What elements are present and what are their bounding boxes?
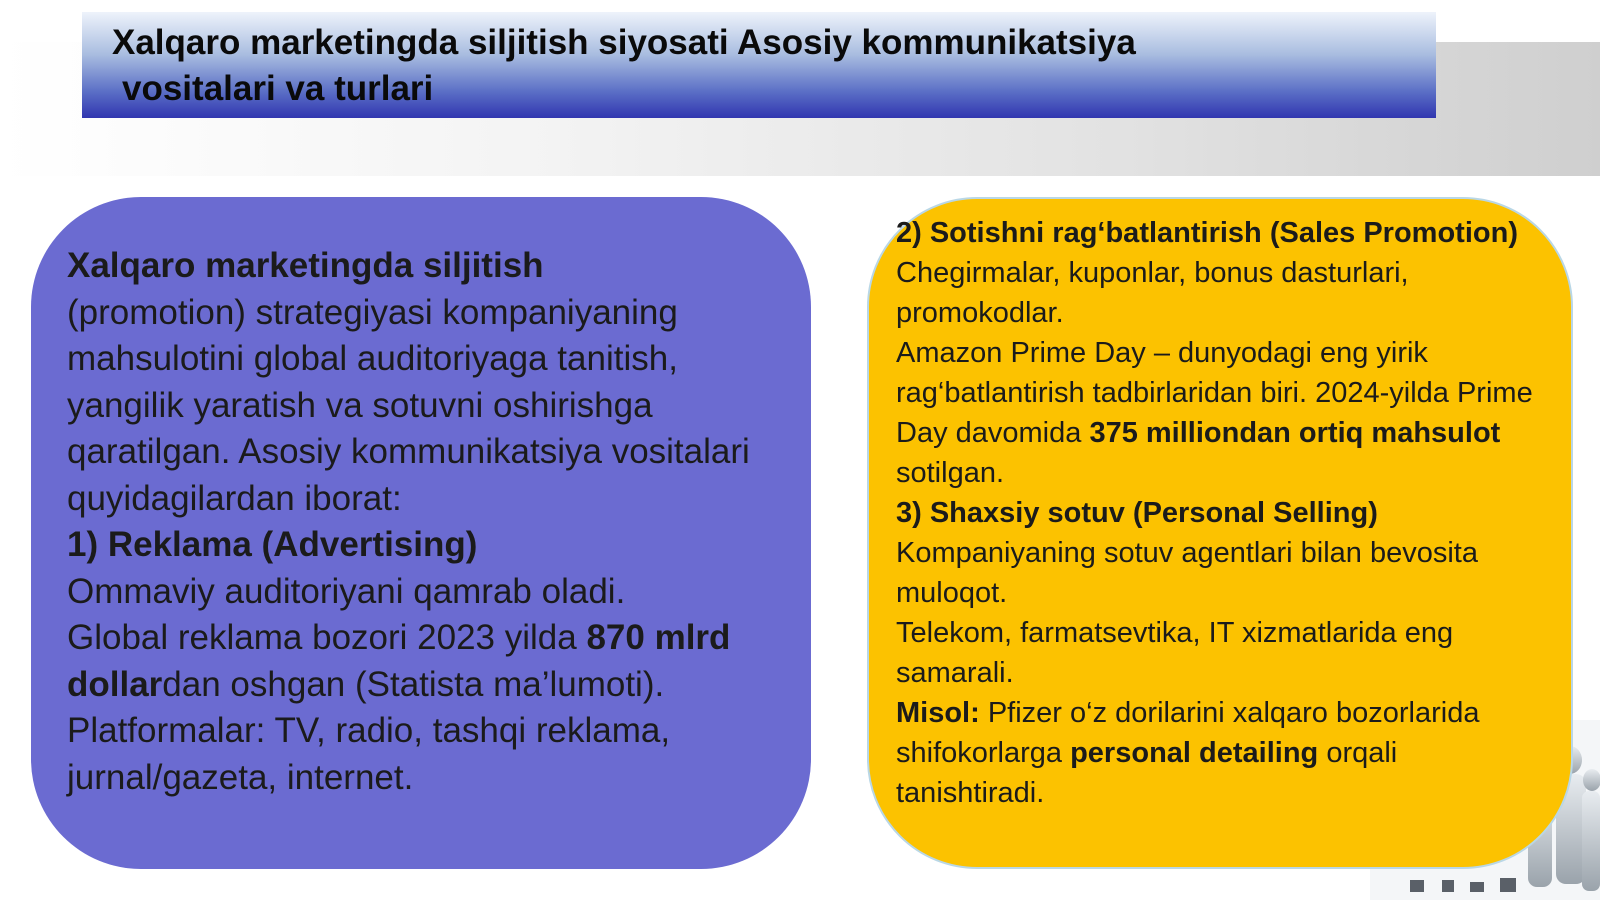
title-bar — [82, 12, 1436, 118]
example-paragraph: Misol: Pfizer o‘z dorilarini xalqaro bozorlarida shifokorlarga personal detailing orqali tanishtiradi. — [896, 697, 1480, 809]
section-2-line-1: Chegirmalar, kuponlar, bonus dasturlari, promokodlar. — [896, 257, 1409, 329]
left-content-box — [31, 197, 811, 869]
section-3-line-1: Kompaniyaning sotuv agentlari bilan bevosita muloqot. — [896, 537, 1478, 609]
slide-title-line-1: Xalqaro marketingda siljitish siyosati Asosiy kommunikatsiya — [112, 23, 1136, 62]
intro-text: (promotion) strategiyasi kompaniyaning mahsulotini global auditoriyaga tanitish, yangilik yaratish va sotuvni oshirishga qaratilgan. Asosiy kommunikatsiya vositalari quyidagilardan iborat: — [67, 292, 750, 518]
section-3-line-2: Telekom, farmatsevtika, IT xizmatlarida eng samarali. — [896, 617, 1454, 689]
market-size-value: 870 mlrd dollar — [67, 618, 731, 704]
example-bold-term: personal detailing — [1070, 737, 1319, 769]
section-2-line-2: Amazon Prime Day – dunyodagi eng yirik rag‘batlantirish tadbirlaridan biri. 2024-yilda Prime Day davomida 375 milliondan ortiq mahsulot sotilgan. — [896, 337, 1533, 489]
section-2-title: 2) Sotishni rag‘batlantirish (Sales Promotion) — [896, 217, 1518, 249]
example-label: Misol: — [896, 697, 980, 729]
right-content-box — [867, 197, 1573, 869]
section-1-line-1: Ommaviy auditoriyani qamrab oladi. — [67, 571, 626, 611]
section-1-line-2: Global reklama bozori 2023 yilda 870 mlrd dollardan oshgan (Statista ma’lumoti). — [67, 618, 731, 704]
prime-day-value: 375 milliondan ortiq mahsulot — [1089, 417, 1501, 449]
intro-heading: Xalqaro marketingda siljitish — [67, 246, 544, 285]
section-1-title: 1) Reklama (Advertising) — [67, 525, 478, 564]
section-3-title: 3) Shaxsiy sotuv (Personal Selling) — [896, 497, 1378, 529]
section-1-platforms: Platformalar: TV, radio, tashqi reklama, jurnal/gazeta, internet. — [67, 711, 671, 797]
slide-title-line-2: vositalari va turlari — [122, 69, 434, 108]
intro-paragraph — [67, 243, 771, 522]
